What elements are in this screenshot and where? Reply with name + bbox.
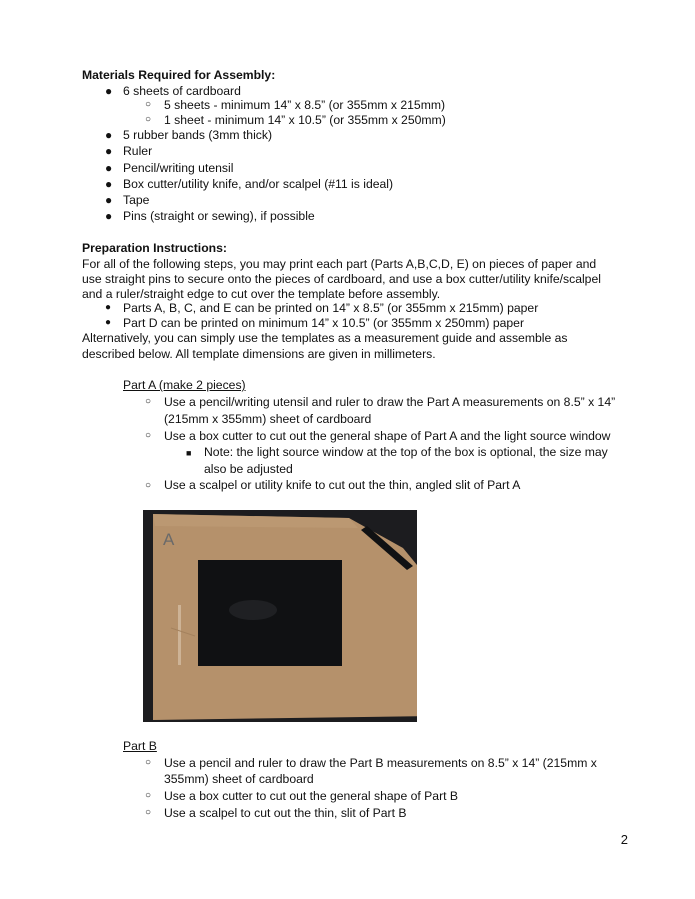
bullet: ● xyxy=(105,161,113,175)
bullet: ● xyxy=(105,84,113,98)
page-number: 2 xyxy=(620,832,628,847)
part-a-heading: Part A (make 2 pieces) xyxy=(123,378,246,392)
sub-bullet: ○ xyxy=(145,790,152,801)
cardboard-illustration xyxy=(143,510,417,722)
part-a-note: also be adjusted xyxy=(204,462,293,476)
bullet: ● xyxy=(105,193,113,207)
part-b-heading: Part B xyxy=(123,739,157,753)
part-b-step: 355mm) sheet of cardboard xyxy=(164,772,314,786)
sub-bullet: ○ xyxy=(145,430,152,441)
prep-paragraph-line: use straight pins to secure onto the pieces of cardboard, and use a box cutter/utility knife/scalpel xyxy=(82,272,601,286)
photo-label: A xyxy=(163,530,175,549)
materials-item-cardboard: 6 sheets of cardboard xyxy=(123,84,241,98)
materials-item-ruler: Ruler xyxy=(123,144,153,158)
prep-paragraph-line: and a ruler/straight edge to cut over the template before assembly. xyxy=(82,287,441,301)
part-a-step: Use a pencil/writing utensil and ruler to draw the Part A measurements on 8.5” x 14” xyxy=(164,395,616,409)
prep-paragraph-line: described below. All template dimensions are given in millimeters. xyxy=(82,347,436,361)
part-b-step: Use a box cutter to cut out the general shape of Part B xyxy=(164,789,459,803)
square-bullet: ■ xyxy=(186,448,192,458)
materials-item-rubber-bands: 5 rubber bands (3mm thick) xyxy=(123,128,273,142)
materials-item-box-cutter: Box cutter/utility knife, and/or scalpel (#11 is ideal) xyxy=(123,177,394,191)
sub-bullet: ○ xyxy=(145,807,152,818)
bullet: ● xyxy=(105,317,112,328)
bullet: ● xyxy=(105,209,113,223)
materials-subitem: 5 sheets - minimum 14” x 8.5” (or 355mm x 215mm) xyxy=(164,98,446,112)
sub-bullet: ○ xyxy=(145,480,152,491)
materials-item-pencil: Pencil/writing utensil xyxy=(123,161,234,175)
prep-paragraph-line: For all of the following steps, you may print each part (Parts A,B,C,D, E) on pieces of paper and xyxy=(82,257,597,271)
materials-item-pins: Pins (straight or sewing), if possible xyxy=(123,209,315,223)
sub-bullet: ○ xyxy=(145,99,152,110)
bullet: ● xyxy=(105,177,113,191)
materials-subitem: 1 sheet - minimum 14” x 10.5” (or 355mm x 250mm) xyxy=(164,113,446,127)
part-b-step: Use a scalpel to cut out the thin, slit of Part B xyxy=(164,806,407,820)
bullet: ● xyxy=(105,302,112,313)
sub-bullet: ○ xyxy=(145,114,152,125)
sub-bullet: ○ xyxy=(145,396,152,407)
prep-bullet: Parts A, B, C, and E can be printed on 14” x 8.5” (or 355mm x 215mm) paper xyxy=(123,301,539,315)
prep-paragraph-line: Alternatively, you can simply use the templates as a measurement guide and assemble as xyxy=(82,331,568,345)
bullet: ● xyxy=(105,144,113,158)
part-a-step: Use a box cutter to cut out the general shape of Part A and the light source window xyxy=(164,429,611,443)
materials-heading: Materials Required for Assembly: xyxy=(82,68,276,82)
materials-item-tape: Tape xyxy=(123,193,150,207)
prep-bullet: Part D can be printed on minimum 14” x 10.5” (or 355mm x 250mm) paper xyxy=(123,316,524,330)
part-a-step: Use a scalpel or utility knife to cut out the thin, angled slit of Part A xyxy=(164,478,521,492)
part-b-step: Use a pencil and ruler to draw the Part B measurements on 8.5” x 14” (215mm x xyxy=(164,756,597,770)
sub-bullet: ○ xyxy=(145,757,152,768)
prep-heading: Preparation Instructions: xyxy=(82,241,227,255)
part-a-step: (215mm x 355mm) sheet of cardboard xyxy=(164,412,372,426)
part-a-photo xyxy=(143,510,417,722)
part-a-note: Note: the light source window at the top of the box is optional, the size may xyxy=(204,445,608,459)
bullet: ● xyxy=(105,128,113,142)
